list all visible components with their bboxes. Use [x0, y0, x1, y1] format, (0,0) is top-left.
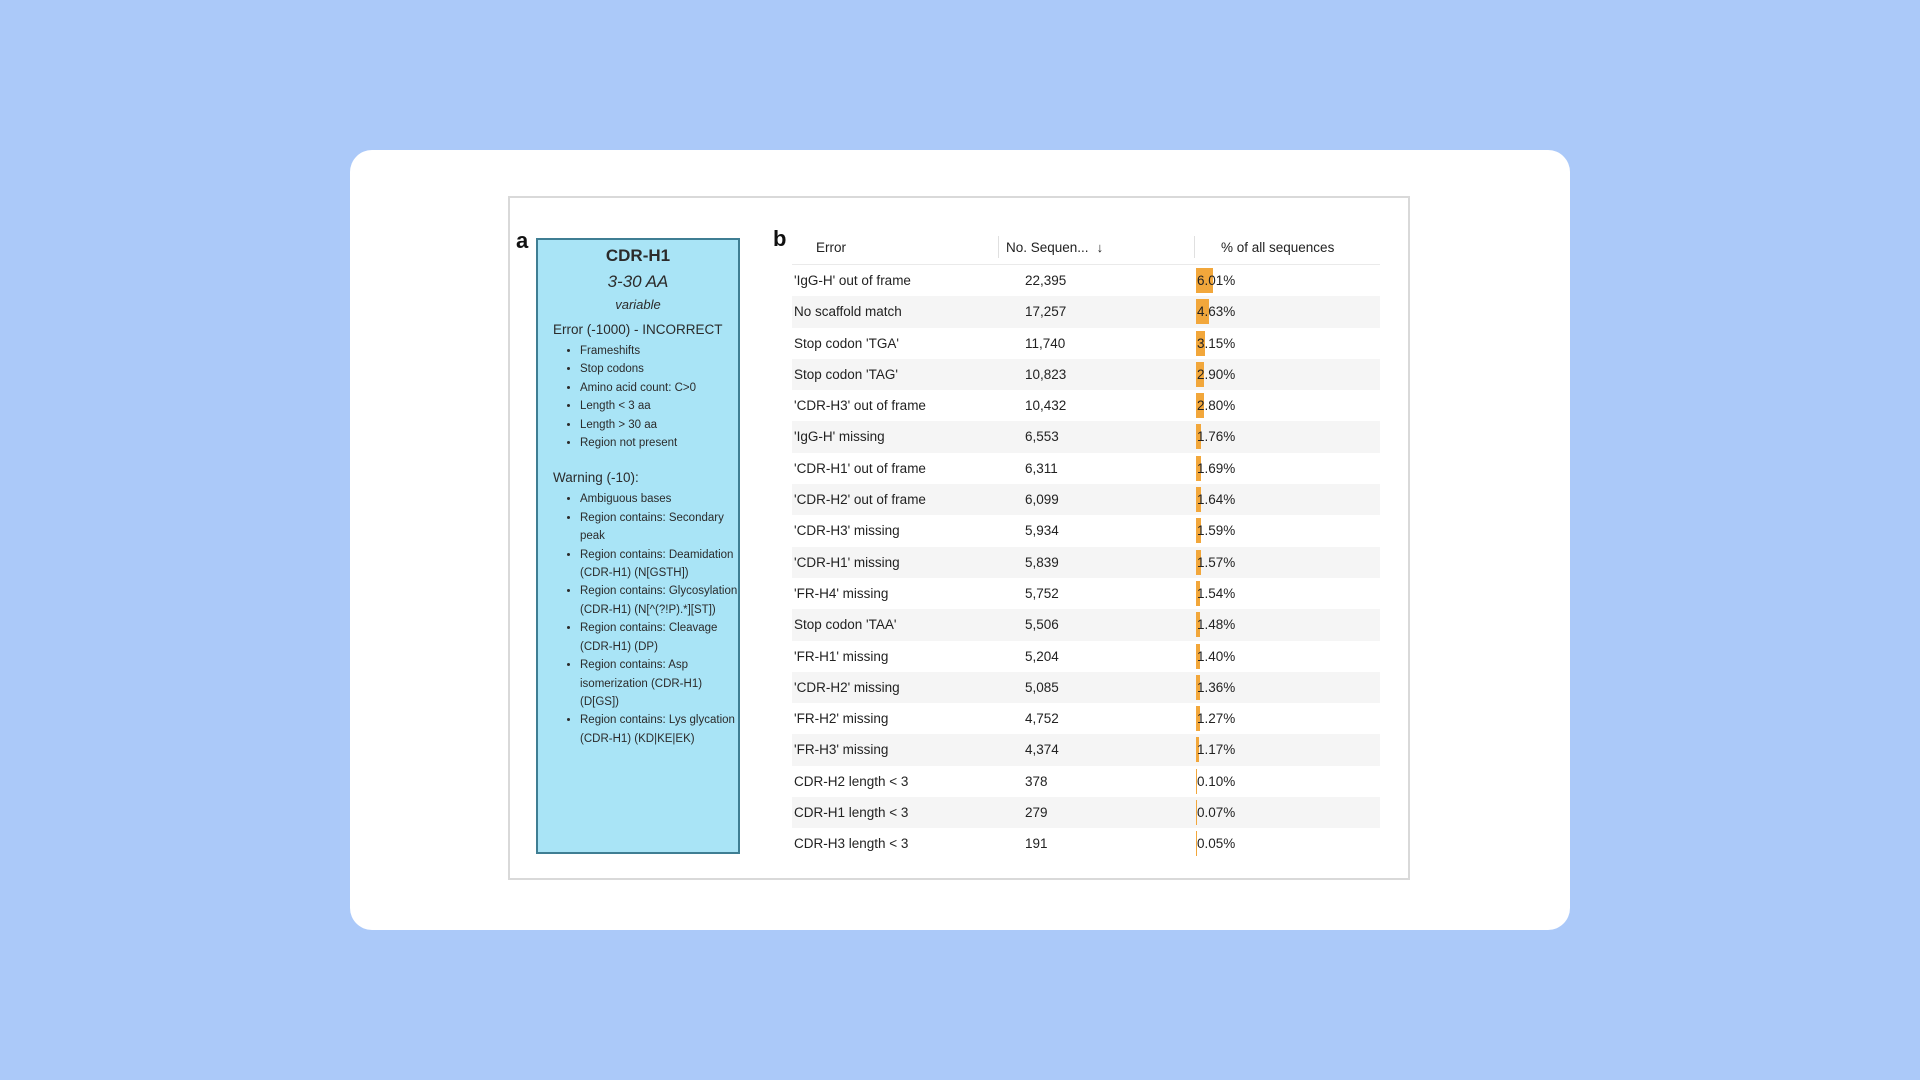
- error-cell: 'CDR-H1' out of frame: [794, 460, 926, 476]
- count-cell: 10,432: [1025, 398, 1067, 414]
- arrow-down-icon[interactable]: ↓: [1096, 240, 1104, 255]
- table-row[interactable]: [792, 390, 1380, 421]
- panel-a-label: a: [516, 228, 529, 253]
- count-cell: 17,257: [1025, 304, 1067, 320]
- column-header-percent-label: % of all sequences: [1221, 240, 1335, 255]
- table-row[interactable]: [792, 797, 1380, 828]
- percent-value: 1.48%: [1197, 617, 1236, 633]
- percent-cell: [1196, 672, 1376, 703]
- error-list: [538, 342, 738, 452]
- percent-value: 0.07%: [1197, 805, 1236, 821]
- count-cell: 6,311: [1025, 460, 1058, 476]
- warning-list-item: • Region contains: Cleavage (CDR-H1) (DP): [580, 619, 738, 656]
- percent-value: 1.36%: [1197, 679, 1236, 695]
- column-header-error-label: Error: [816, 240, 846, 255]
- count-cell: 5,204: [1025, 648, 1059, 664]
- percent-cell: [1196, 734, 1376, 765]
- percent-value: 2.90%: [1197, 366, 1236, 382]
- table-row[interactable]: [792, 359, 1380, 390]
- warning-list-item: • Region contains: Asp isomerization (CDR-H1) (D[GS]): [580, 656, 738, 711]
- percent-cell: [1196, 515, 1376, 546]
- percent-cell: [1196, 453, 1376, 484]
- percent-value: 0.05%: [1197, 836, 1236, 852]
- error-cell: 'CDR-H3' missing: [794, 523, 900, 539]
- percent-cell: [1196, 484, 1376, 515]
- table-row[interactable]: [792, 672, 1380, 703]
- cdr-region-type: variable: [615, 297, 661, 312]
- percent-cell: [1196, 328, 1376, 359]
- column-divider[interactable]: [998, 236, 999, 258]
- count-cell: 279: [1025, 805, 1048, 821]
- percent-cell: [1196, 578, 1376, 609]
- error-cell: 'IgG-H' missing: [794, 429, 885, 445]
- count-cell: 10,823: [1025, 366, 1067, 382]
- error-cell: 'FR-H1' missing: [794, 648, 889, 664]
- count-cell: 6,099: [1025, 492, 1059, 508]
- table-row[interactable]: [792, 265, 1380, 296]
- warning-list-item: • Region contains: Glycosylation (CDR-H1) (N[^(?!P).*][ST]): [580, 582, 738, 619]
- figure-panel: [508, 196, 1410, 880]
- percent-value: 1.64%: [1197, 492, 1236, 508]
- table-row[interactable]: [792, 609, 1380, 640]
- cdr-length-range: 3-30 AA: [607, 272, 669, 291]
- error-list-item: • Amino acid count: C>0: [580, 379, 738, 397]
- error-list-item: • Length > 30 aa: [580, 416, 738, 434]
- percent-value: 1.40%: [1197, 648, 1236, 664]
- percent-cell: [1196, 547, 1376, 578]
- percent-cell: [1196, 421, 1376, 452]
- count-cell: 191: [1025, 836, 1048, 852]
- percent-cell: [1196, 641, 1376, 672]
- table-row[interactable]: [792, 453, 1380, 484]
- error-cell: 'CDR-H2' out of frame: [794, 492, 926, 508]
- table-header: [792, 232, 1380, 265]
- error-cell: 'CDR-H2' missing: [794, 679, 900, 695]
- percent-value: 4.63%: [1197, 304, 1236, 320]
- table-row[interactable]: [792, 296, 1380, 327]
- count-cell: 22,395: [1025, 273, 1067, 288]
- error-list-item: • Stop codons: [580, 360, 738, 378]
- percent-value: 1.76%: [1197, 429, 1236, 445]
- percent-value: 1.17%: [1197, 742, 1236, 758]
- count-cell: 378: [1025, 773, 1048, 789]
- percent-cell: [1196, 390, 1376, 421]
- percent-value: 1.27%: [1197, 711, 1236, 727]
- table-row[interactable]: [792, 484, 1380, 515]
- column-header-error[interactable]: [816, 232, 846, 264]
- cdr-title: CDR-H1: [605, 246, 671, 265]
- percent-cell: [1196, 609, 1376, 640]
- error-list-item: • Region not present: [580, 434, 738, 452]
- percent-cell: [1196, 265, 1376, 296]
- warning-heading: Warning (-10):: [553, 470, 639, 486]
- cdr-h1-info-box: [536, 238, 740, 854]
- error-list-item: • Length < 3 aa: [580, 397, 738, 415]
- table-row[interactable]: [792, 515, 1380, 546]
- error-cell: CDR-H1 length < 3: [794, 805, 909, 821]
- table-row[interactable]: [792, 766, 1380, 797]
- percent-value: 0.10%: [1197, 773, 1236, 789]
- percent-value: 1.57%: [1197, 554, 1236, 570]
- table-body: [792, 265, 1380, 860]
- percent-cell: [1196, 359, 1376, 390]
- percent-cell: [1196, 296, 1376, 327]
- error-cell: CDR-H3 length < 3: [794, 836, 909, 852]
- count-cell: 5,752: [1025, 585, 1059, 601]
- count-cell: 4,374: [1025, 742, 1059, 758]
- warning-list-item: • Region contains: Deamidation (CDR-H1) (N[GSTH]): [580, 546, 738, 583]
- error-cell: CDR-H2 length < 3: [794, 773, 909, 789]
- error-cell: Stop codon 'TAG': [794, 366, 898, 382]
- warning-list: [538, 490, 738, 748]
- error-cell: Stop codon 'TAA': [794, 617, 897, 633]
- count-cell: 5,085: [1025, 679, 1059, 695]
- count-cell: 5,506: [1025, 617, 1059, 633]
- percent-value: 2.80%: [1197, 398, 1236, 414]
- percent-value: 1.54%: [1197, 585, 1236, 601]
- count-cell: 6,553: [1025, 429, 1059, 445]
- column-header-percent[interactable]: [1221, 232, 1334, 264]
- table-row[interactable]: [792, 547, 1380, 578]
- percent-value: 1.69%: [1197, 460, 1236, 476]
- percent-value: 6.01%: [1197, 273, 1236, 288]
- count-cell: 4,752: [1025, 711, 1059, 727]
- error-cell: 'CDR-H1' missing: [794, 554, 900, 570]
- error-list-item: • Frameshifts: [580, 342, 738, 360]
- table-row[interactable]: [792, 703, 1380, 734]
- table-row[interactable]: [792, 421, 1380, 452]
- column-header-count-label: No. Sequen...: [1006, 240, 1089, 255]
- warning-list-item: • Region contains: Lys glycation (CDR-H1) (KD|KE|EK): [580, 711, 738, 748]
- table-row[interactable]: [792, 641, 1380, 672]
- percent-cell: [1196, 703, 1376, 734]
- table-row[interactable]: [792, 734, 1380, 765]
- table-row[interactable]: [792, 828, 1380, 859]
- error-cell: 'CDR-H3' out of frame: [794, 398, 926, 414]
- error-heading: Error (-1000) - INCORRECT: [553, 322, 723, 337]
- count-cell: 11,740: [1025, 335, 1066, 351]
- percent-value: 1.59%: [1197, 523, 1236, 539]
- error-cell: Stop codon 'TGA': [794, 335, 899, 351]
- count-cell: 5,839: [1025, 554, 1059, 570]
- warning-list-item: • Ambiguous bases: [580, 490, 738, 508]
- percent-value: 3.15%: [1197, 335, 1236, 351]
- warning-list-item: • Region contains: Secondary peak: [580, 509, 738, 546]
- column-header-count[interactable]: [1006, 232, 1103, 264]
- percent-cell: [1196, 828, 1376, 859]
- error-cell: No scaffold match: [794, 304, 902, 320]
- error-cell: 'FR-H2' missing: [794, 711, 889, 727]
- table-row[interactable]: [792, 328, 1380, 359]
- content-card: [350, 150, 1570, 930]
- percent-cell: [1196, 797, 1376, 828]
- count-cell: 5,934: [1025, 523, 1059, 539]
- error-cell: 'FR-H3' missing: [794, 742, 889, 758]
- percent-cell: [1196, 766, 1376, 797]
- error-cell: 'FR-H4' missing: [794, 585, 889, 601]
- panel-b-label: b: [773, 226, 787, 251]
- column-divider[interactable]: [1194, 236, 1195, 258]
- error-table: [792, 232, 1380, 860]
- table-row[interactable]: [792, 578, 1380, 609]
- error-cell: 'IgG-H' out of frame: [794, 273, 911, 288]
